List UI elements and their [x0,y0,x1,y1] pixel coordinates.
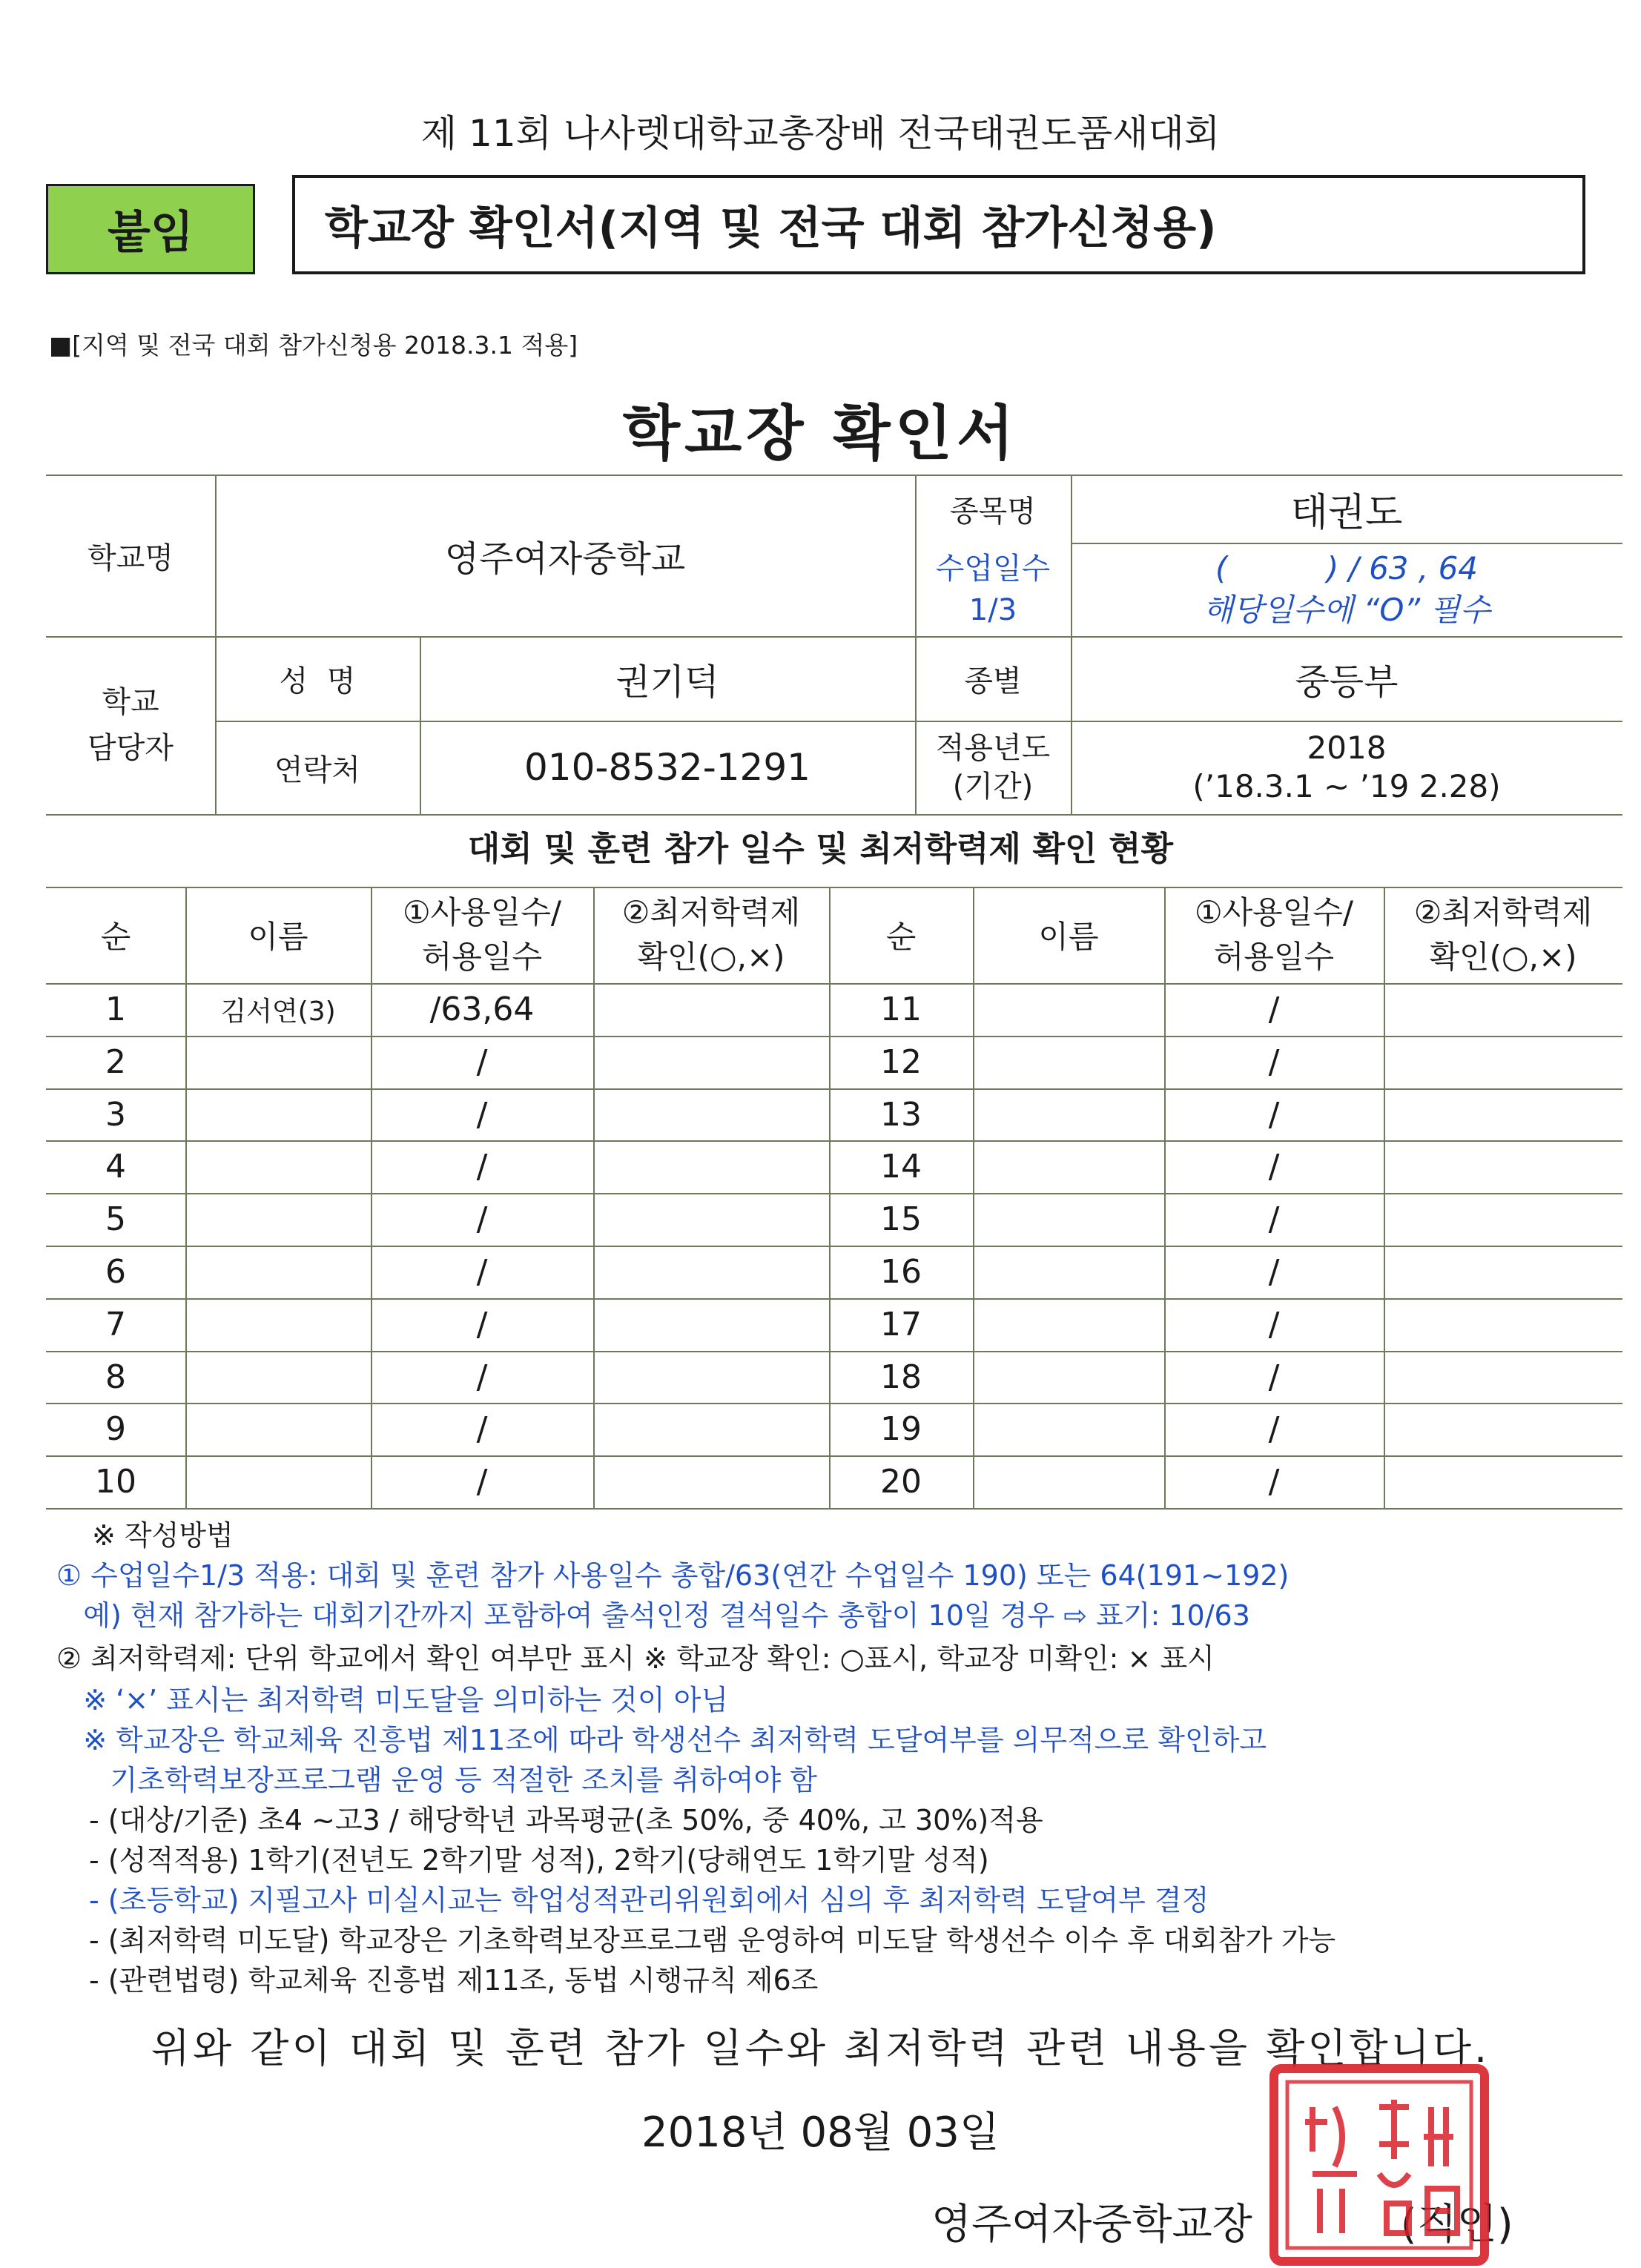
row-name-right [973,1193,1164,1246]
row-days-right: / [1268,991,1280,1028]
col-seq-right: 순 [885,919,917,955]
attach-badge: 붙임 [46,184,255,274]
row-seq-left: 10 [95,1463,136,1501]
row-days-right: / [1268,1410,1280,1448]
class-days-value-1: ( ) / 63 , 64 [1215,550,1479,586]
row-min-left [593,1455,829,1508]
division-value: 중등부 [1295,661,1399,703]
col-days-left [371,887,593,983]
col-name-left: 이름 [248,919,308,955]
class-days-value-2: 해당일수에 “O” 필수 [1203,592,1490,628]
row-name-right [973,1140,1164,1193]
status-title: 대회 및 훈련 참가 일수 및 최저학력제 확인 현황 [467,829,1174,868]
method-note-line: - (성적적용) 1학기(전년도 2학기말 성적), 2학기(당해연도 1학기말 성적) [89,1844,989,1877]
row-days-right: / [1268,1306,1280,1343]
row-name-right [973,983,1164,1036]
row-days-left: / [476,1200,488,1238]
confirm-text: 위와 같이 대회 및 훈련 참가 일수와 최저학력 관련 내용을 확인합니다. [151,2025,1490,2072]
row-seq-left: 3 [105,1096,126,1134]
row-min-left [593,983,829,1036]
row-days-left: / [476,1253,488,1291]
row-days-left: / [476,1358,488,1396]
row-name-left: 김서연(3) [220,996,336,1027]
row-days-right: / [1268,1200,1280,1238]
row-min-right [1384,1246,1622,1298]
row-days-left: /63,64 [429,991,535,1028]
col-min-left-1: ②최저학력제 [621,894,801,930]
method-note-line: - (초등학교) 지필고사 미실시교는 학업성적관리위원회에서 심의 후 최저학력 도달여부 결정 [89,1884,1209,1917]
col-name-right: 이름 [1038,919,1099,955]
row-name-right [973,1036,1164,1088]
row-days-left: / [476,1096,488,1134]
class-days-value [1071,543,1622,636]
row-name-left [185,1193,371,1246]
class-days-label-2: 1/3 [968,593,1017,627]
manager-label [46,636,215,814]
row-min-right [1384,1351,1622,1404]
row-days-right: / [1268,1043,1280,1081]
col-min-left-2: 확인(○,×) [637,939,785,975]
row-min-left [593,1351,829,1404]
row-min-left [593,1036,829,1088]
row-min-right [1384,1193,1622,1246]
row-min-left [593,1088,829,1141]
method-note-line: - (관련법령) 학교체육 진흥법 제11조, 동법 시행규칙 제6조 [89,1964,819,1997]
row-min-left [593,1140,829,1193]
method-note-line: - (대상/기준) 초4 ~고3 / 해당학년 과목평균(초 50%, 중 40%, 고 30%)적용 [89,1804,1043,1836]
col-min-right [1384,887,1622,983]
row-days-right: / [1268,1358,1280,1396]
row-name-right [973,1403,1164,1455]
row-name-left [185,1351,371,1404]
row-days-left: / [476,1148,488,1186]
method-note-line: - (최저학력 미도달) 학교장은 기초학력보장프로그램 운영하여 미도달 학생선수 이수 후 대회참가 가능 [89,1924,1336,1957]
year-value [1071,721,1622,814]
row-seq-right: 18 [880,1358,922,1396]
year-label-2: (기간) [952,770,1034,804]
form-note: ■[지역 및 전국 대회 참가신청용 2018.3.1 적용] [49,331,578,360]
row-days-left: / [476,1410,488,1448]
row-seq-left: 4 [105,1148,126,1186]
contact-value: 010-8532-1291 [524,746,810,789]
row-seq-left: 5 [105,1200,126,1238]
method-note-line: 기초학력보장프로그램 운영 등 적절한 조치를 취하여야 함 [56,1764,817,1796]
row-seq-right: 11 [880,991,922,1028]
col-min-right-2: 확인(○,×) [1429,939,1577,975]
row-days-right: / [1268,1148,1280,1186]
row-name-left [185,1455,371,1508]
method-note-line: ※ ‘×’ 표시는 최저학력 미도달을 의미하는 것이 아님 [56,1684,729,1716]
name-value: 권기덕 [615,661,719,703]
row-days-left: / [476,1043,488,1081]
method-note-line: ② 최저학력제: 단위 학교에서 확인 여부만 표시 ※ 학교장 확인: ○표시, 학교장 미확인: × 표시 [56,1642,1215,1675]
row-min-left [593,1298,829,1351]
manager-label-1: 학교 [102,685,159,719]
row-min-left [593,1193,829,1246]
row-seq-right: 15 [880,1200,922,1238]
col-days-right [1164,887,1384,983]
row-name-left [185,1088,371,1141]
row-seq-right: 16 [880,1253,922,1291]
row-seq-left: 2 [105,1043,126,1081]
year-label-1: 적용년도 [935,731,1051,765]
method-note-line: 예) 현재 참가하는 대회기간까지 포함하여 출석인정 결석일수 총합이 10일 경우 ⇨ 표기: 10/63 [56,1599,1250,1632]
row-seq-left: 8 [105,1358,126,1396]
doc-title: 학교장 확인서 [622,399,1019,468]
year-value-1: 2018 [1307,730,1387,766]
official-seal-stamp [1268,2063,1490,2267]
col-days-right-2: 허용일수 [1213,939,1335,975]
row-name-left [185,1403,371,1455]
row-name-left [185,1298,371,1351]
col-min-left [593,887,829,983]
principal-name: 영주여자중학교장 [931,2201,1252,2249]
row-days-left: / [476,1306,488,1343]
row-days-left: / [476,1463,488,1501]
school-name-value: 영주여자중학교 [444,538,686,580]
year-value-2: (’18.3.1 ~ ’19 2.28) [1192,768,1501,804]
row-min-right [1384,1403,1622,1455]
row-seq-right: 20 [880,1463,922,1501]
row-seq-left: 7 [105,1306,126,1343]
row-name-left [185,1140,371,1193]
row-seq-right: 14 [880,1148,922,1186]
col-days-left-2: 허용일수 [421,939,543,975]
row-name-left [185,1036,371,1088]
event-label: 종목명 [950,494,1036,529]
row-name-right [973,1298,1164,1351]
row-seq-right: 13 [880,1096,922,1134]
method-note-line: ※ 학교장은 학교체육 진흥법 제11조에 따라 학생선수 최저학력 도달여부를 의무적으로 확인하고 [56,1724,1267,1756]
class-days-label [915,543,1071,636]
col-min-right-1: ②최저학력제 [1413,894,1593,930]
row-seq-left: 1 [105,991,126,1028]
row-name-right [973,1351,1164,1404]
event-value: 태권도 [1290,490,1403,535]
row-min-right [1384,1036,1622,1088]
form-title: 학교장 확인서(지역 및 전국 대회 참가신청용) [292,175,1585,274]
col-days-right-1: ①사용일수/ [1194,894,1354,930]
row-name-right [973,1246,1164,1298]
school-name-label: 학교명 [88,540,174,575]
col-days-left-1: ①사용일수/ [402,894,562,930]
row-min-left [593,1246,829,1298]
contact-label: 연락처 [274,753,360,787]
division-label: 종별 [964,664,1022,698]
method-note-line: ① 수업일수1/3 적용: 대회 및 훈련 참가 사용일수 총합/63(연간 수업일수 190) 또는 64(191~192) [56,1559,1290,1592]
row-min-right [1384,1088,1622,1141]
col-seq-left: 순 [100,919,131,955]
row-min-right [1384,1298,1622,1351]
row-min-right [1384,1140,1622,1193]
row-seq-right: 12 [880,1043,922,1081]
row-days-right: / [1268,1096,1280,1134]
row-min-left [593,1403,829,1455]
manager-label-2: 담당자 [88,731,174,765]
method-title: ※ 작성방법 [92,1519,234,1552]
confirm-date: 2018년 08월 03일 [641,2109,1000,2157]
row-name-left [185,1246,371,1298]
row-seq-left: 9 [105,1410,126,1448]
class-days-label-1: 수업일수 [935,552,1051,586]
row-name-right [973,1455,1164,1508]
seal-suffix: (직인) [1400,2201,1513,2249]
row-seq-left: 6 [105,1253,126,1291]
row-min-right [1384,1455,1622,1508]
year-label [915,721,1071,814]
row-days-right: / [1268,1253,1280,1291]
row-seq-right: 17 [880,1306,922,1343]
row-min-right [1384,983,1622,1036]
name-label: 성 명 [279,664,356,698]
row-seq-right: 19 [880,1410,922,1448]
row-days-right: / [1268,1463,1280,1501]
row-name-right [973,1088,1164,1141]
event-title: 제 11회 나사렛대학교총장배 전국태권도품새대회 [420,112,1221,155]
